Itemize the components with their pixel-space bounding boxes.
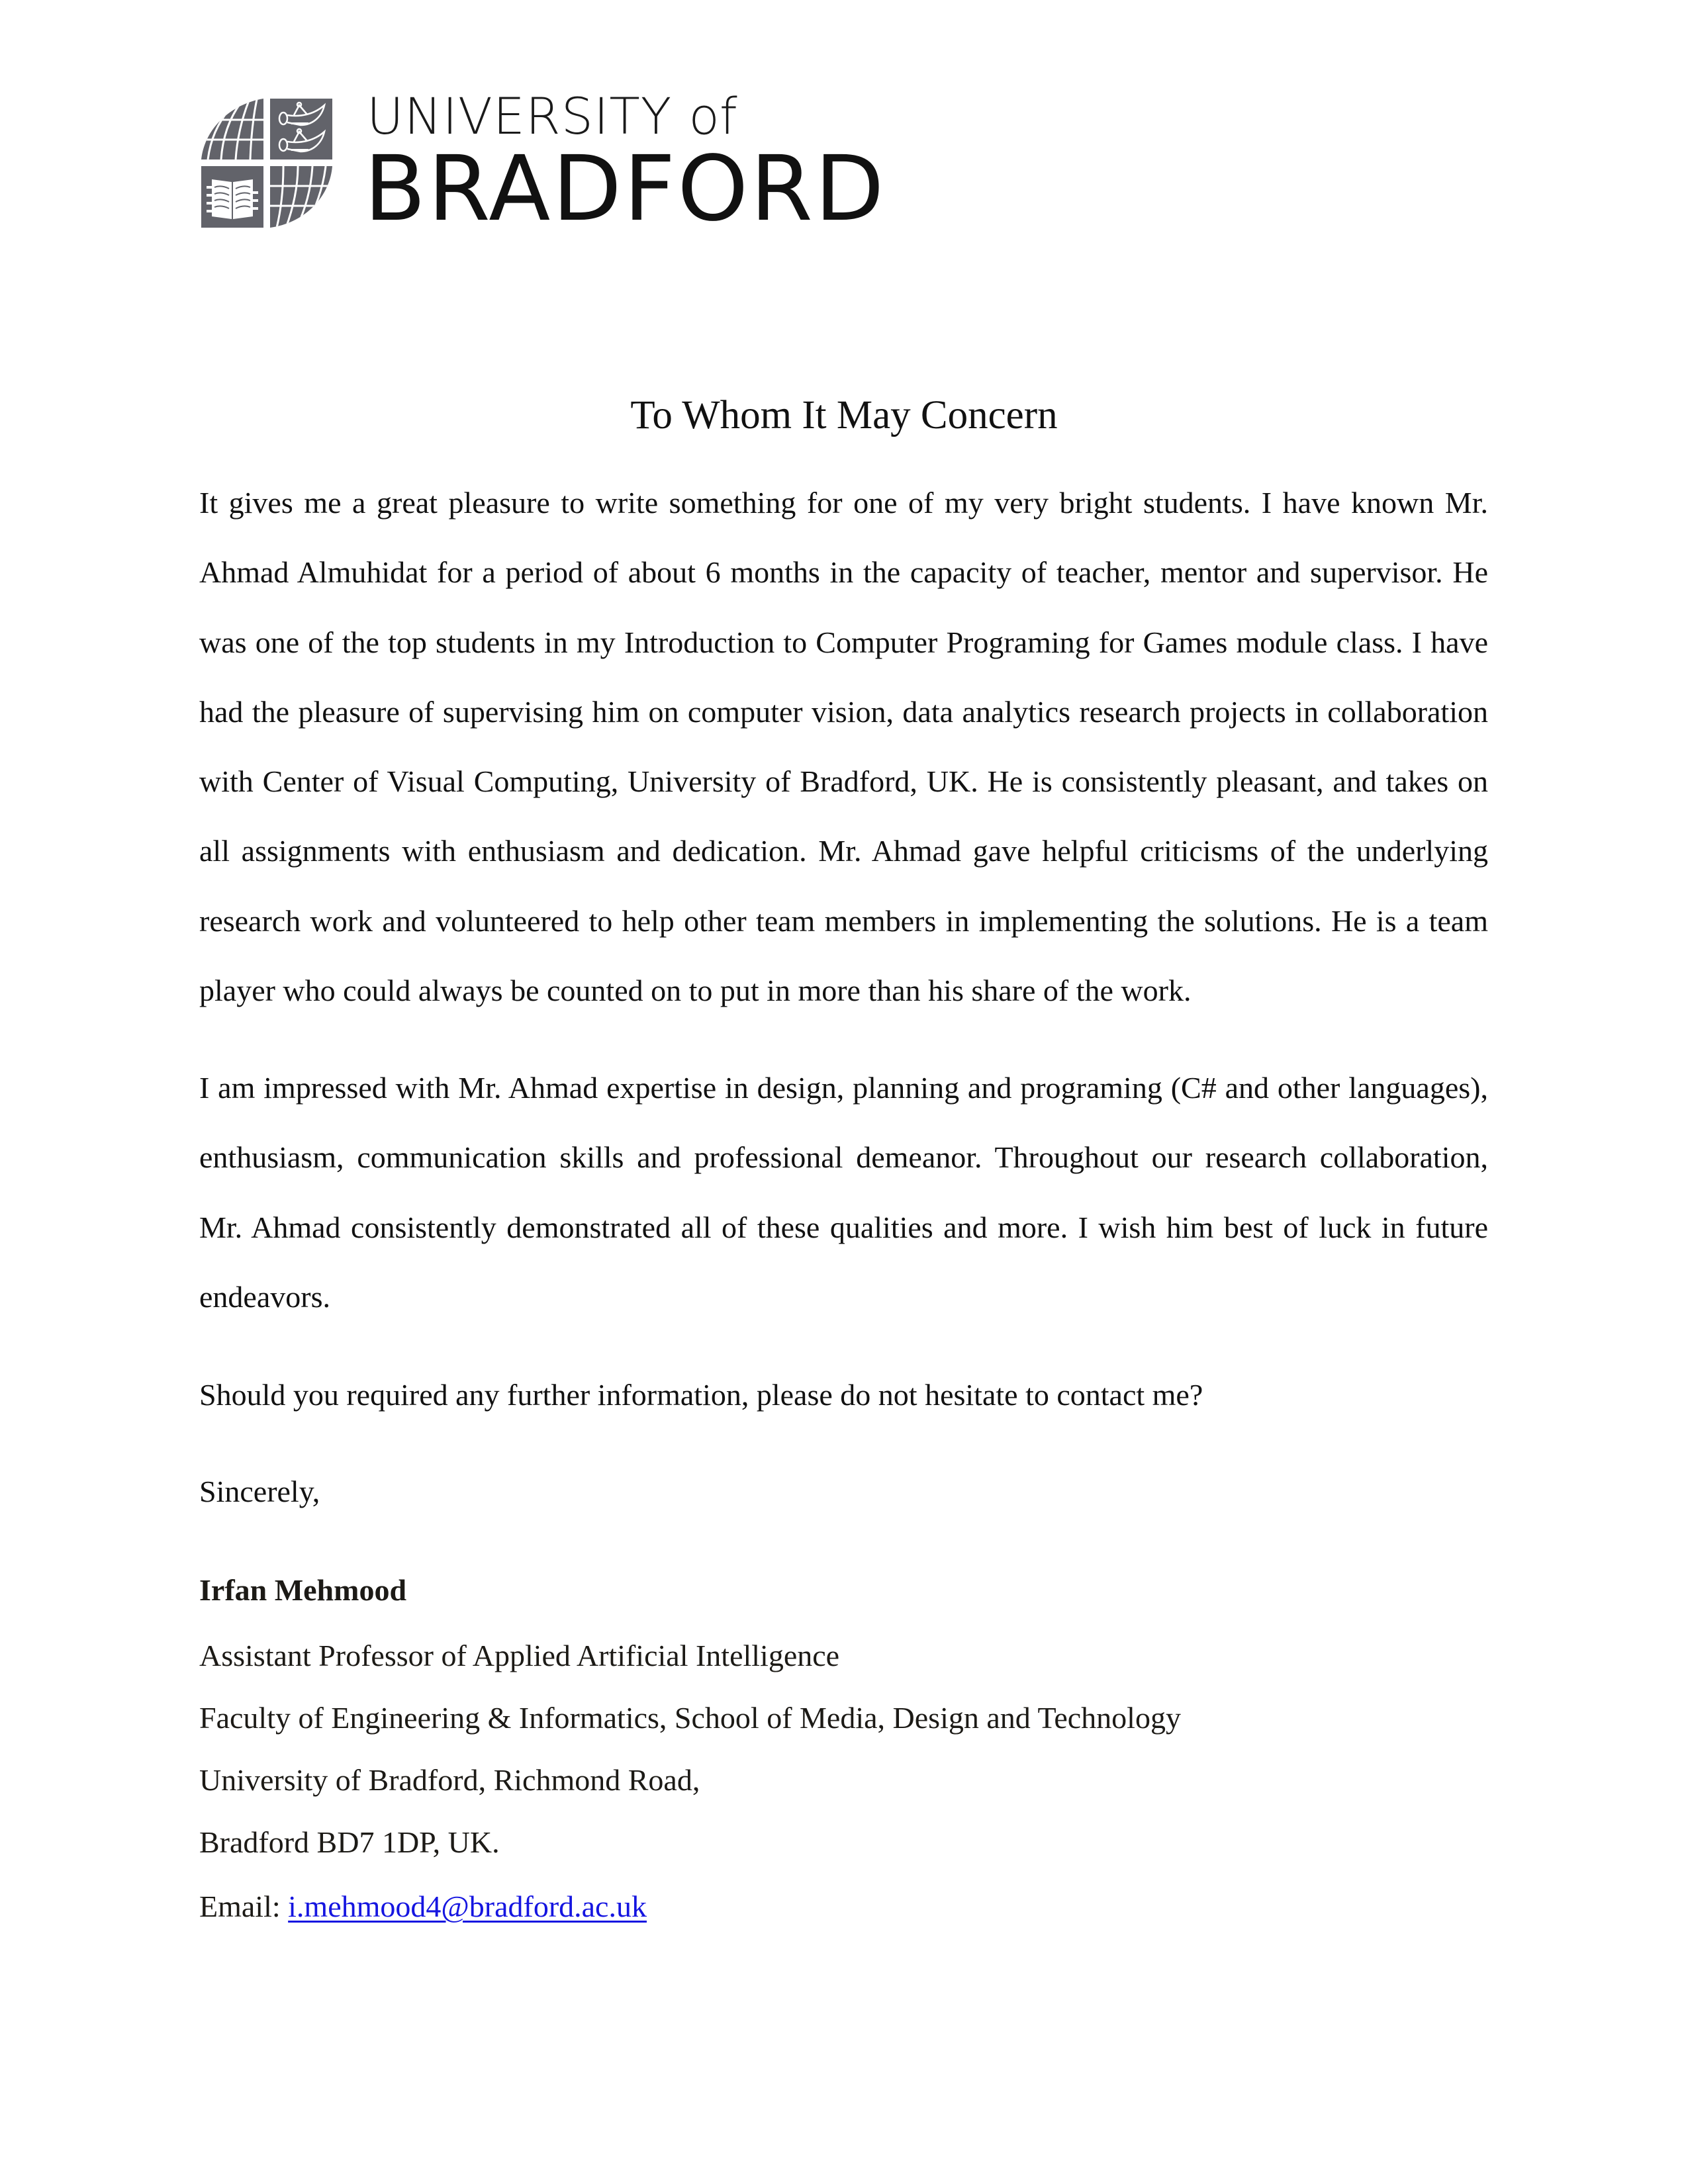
signatory-position: Assistant Professor of Applied Artificial Intelligence xyxy=(199,1639,840,1672)
wordmark-line1 xyxy=(367,87,737,146)
email-line xyxy=(199,1876,647,1938)
signatory-department: Faculty of Engineering & Informatics, School of Media, Design and Technology xyxy=(199,1701,1181,1735)
signatory-name: Irfan Mehmood xyxy=(199,1573,407,1607)
body-paragraph-1: It gives me a great pleasure to write something for one of my very bright students. I have known Mr. Ahmad Almuhidat for a period of about 6 months in the capacity of teacher, mentor and supervisor. He was one of the top students in my Introduction to Computer Programing for Games module class. I have had the pleasure of supervising him on computer vision, data analytics research projects in collaboration with Center of Visual Computing, University of Bradford, UK. He is consistently pleasant, and takes on all assignments with enthusiasm and dedication. Mr. Ahmad gave helpful criticisms of the underlying research work and volunteered to help other team members in implementing the solutions. He is a team player who could always be counted on to put in more than his share of the work. xyxy=(199,486,1488,1008)
letter-title: To Whom It May Concern xyxy=(630,393,1058,437)
university-crest-logo xyxy=(201,99,334,228)
email-label: Email: xyxy=(199,1889,289,1923)
horns-icon xyxy=(270,99,332,159)
globe-quarter-icon xyxy=(270,166,332,228)
wordmark-bradford: BRADFORD xyxy=(364,137,886,242)
open-book-icon xyxy=(201,166,263,228)
address-line-2: Bradford BD7 1DP, UK. xyxy=(199,1825,500,1859)
address-line-1: University of Bradford, Richmond Road, xyxy=(199,1763,700,1797)
globe-quarter-icon xyxy=(201,99,263,159)
wordmark-university: UNIVERSITY xyxy=(367,87,673,146)
email-link[interactable]: i.mehmood4@bradford.ac.uk xyxy=(288,1889,647,1923)
body-paragraph-2: I am impressed with Mr. Ahmad expertise in design, planning and programing (C# and other languages), enthusiasm, communication skills and professional demeanor. Throughout our research collaboration, Mr. Ahmad consistently demonstrated all of these qualities and more. I wish him best of luck in future endeavors. xyxy=(199,1071,1488,1314)
university-wordmark xyxy=(364,87,887,242)
closing-line: Should you required any further information, please do not hesitate to contact me? xyxy=(199,1378,1203,1412)
signoff: Sincerely, xyxy=(199,1475,320,1508)
wordmark-of: of xyxy=(688,87,737,146)
